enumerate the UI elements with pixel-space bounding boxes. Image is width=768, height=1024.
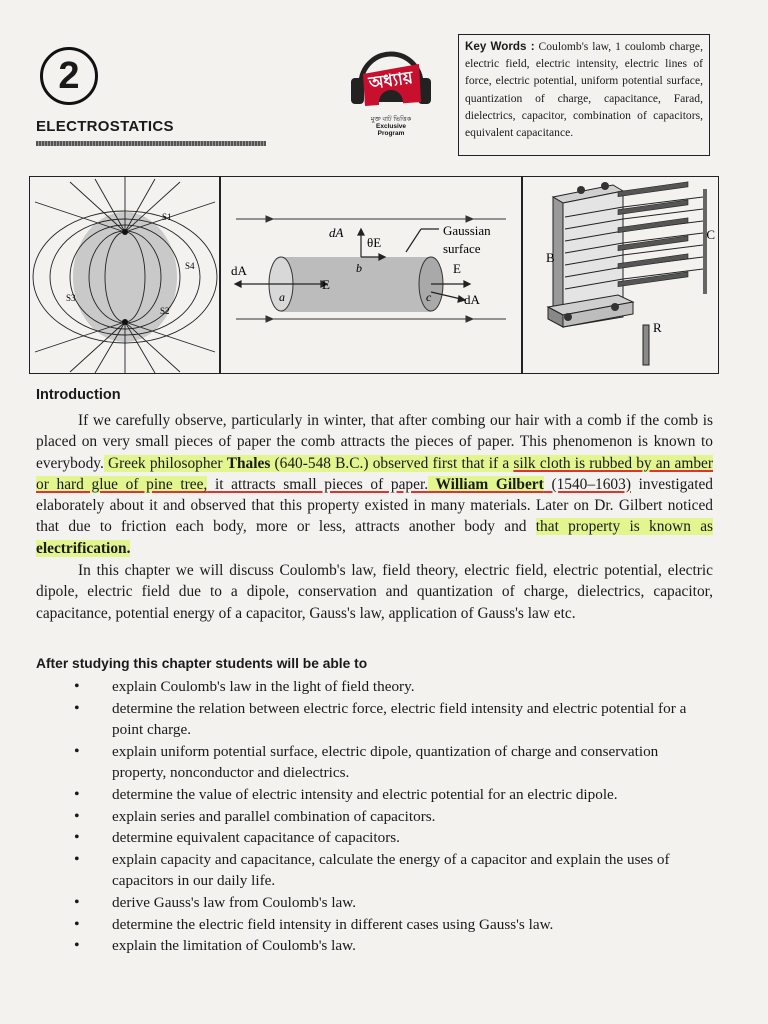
intro-paragraph-2 xyxy=(36,560,713,624)
objectives-heading: After studying this chapter students will be able to xyxy=(36,656,368,671)
intro-p1-a: If we carefully observe, particularly in winter, that after combing our hair with a comb if the comb is placed on very small pieces of paper the comb attracts the pieces of paper. This phenomenon is known to everybody. xyxy=(36,412,713,472)
logo-caption xyxy=(345,60,437,137)
keywords-box xyxy=(458,34,710,156)
label-dA-left: dA xyxy=(231,263,247,278)
label-E-left: E xyxy=(322,277,330,292)
intro-p1-highlight-1 xyxy=(104,455,514,472)
objectives-list xyxy=(36,676,713,957)
intro-p1-ul1: silk cloth is rubbed by an amber or hard glue of pine tree, xyxy=(36,454,713,493)
list-item: • explain uniform potential surface, electric dipole, quantization of charge and conservation property, nonconductor and dielectrics. xyxy=(36,741,713,784)
title-rule xyxy=(36,141,266,146)
label-E-right: E xyxy=(453,261,461,276)
intro-p1-hl2: that property is known as xyxy=(535,518,714,536)
label-b: b xyxy=(356,261,362,275)
list-item: • explain capacity and capacitance, calculate the energy of a capacitor and explain the uses of capacitors in our daily life. xyxy=(36,849,713,892)
logo-sub3: Program xyxy=(377,130,405,137)
list-item: • explain series and parallel combination of capacitors. xyxy=(36,806,713,828)
thales-name: Thales xyxy=(226,454,271,472)
intro-p1-hl1: Greek philosopher xyxy=(103,454,227,472)
label-s3: S3 xyxy=(66,293,76,303)
label-gaussian: Gaussian xyxy=(443,223,491,238)
list-item: • derive Gauss's law from Coulomb's law. xyxy=(36,892,713,914)
list-item: • explain the limitation of Coulomb's law. xyxy=(36,935,713,957)
list-item: • determine equivalent capacitance of capacitors. xyxy=(36,827,713,849)
list-item: • determine the value of electric intensity and electric potential for an electric dipole. xyxy=(36,784,713,806)
keywords-label: Key Words : xyxy=(465,40,535,53)
gilbert-name: William Gilbert xyxy=(428,475,544,493)
list-item: • determine the electric field intensity in different cases using Gauss's law. xyxy=(36,914,713,936)
intro-p1-ul1b: it attracts small pieces of paper. xyxy=(207,475,429,493)
intro-p1-c: investigated elaborately about it and observed that this property existed in many materials. Later on Dr. Gilbert noticed that due to friction each body, more or less, attracts another body and xyxy=(36,475,713,536)
gaussian-cylinder-diagram xyxy=(221,177,521,373)
label-theta-e: θE xyxy=(367,235,382,250)
introduction-heading: Introduction xyxy=(36,387,121,403)
label-s2: S2 xyxy=(160,306,170,316)
chapter-number: 2 xyxy=(40,47,98,105)
label-dA-right: dA xyxy=(464,292,480,307)
intro-p2: In this chapter we will discuss Coulomb's law, field theory, electric field, electric potential, electric dipole, electric field due to a dipole, conservation and quantization of charge, dielectrics, capacitor, capacitance, potential energy of a capacitor, Gauss's law, application of Gauss's law etc. xyxy=(36,562,713,622)
list-item: • determine the relation between electric force, electric field intensity and electric potential for a point charge. xyxy=(36,698,713,741)
list-item: • explain Coulomb's law in the light of field theory. xyxy=(36,676,713,698)
logo-title: অধ্যায় xyxy=(367,68,415,94)
label-R: R xyxy=(653,320,662,335)
label-s4: S4 xyxy=(185,261,195,271)
chapter-title: ELECTROSTATICS xyxy=(36,118,174,135)
figure-panel xyxy=(29,176,719,374)
label-dA-top: dA xyxy=(329,225,344,240)
field-lines-diagram xyxy=(30,177,218,373)
logo-sub1: মুক্ত বাট ভিত্তিক xyxy=(370,116,412,123)
logo-sub2: Exclusive xyxy=(376,123,406,130)
intro-paragraph-1 xyxy=(36,410,713,559)
intro-p1-hl1b: (640-548 B.C.) observed first that if a xyxy=(270,454,514,472)
keywords-text: Coulomb's law, 1 coulomb charge, electric field, electric intensity, electric lines of force, electric potential, uniform potential surface, quantization of charge, capacitance, Farad, dielectrics, capacitor, combination of capacitors, equivalent capacitance. xyxy=(465,40,703,140)
label-s1: S1 xyxy=(162,212,172,222)
label-B: B xyxy=(546,250,555,265)
variable-capacitor-diagram xyxy=(523,177,718,373)
label-c: c xyxy=(426,290,432,304)
label-surface: surface xyxy=(443,241,481,256)
electrification-term: electrification. xyxy=(36,539,131,557)
label-C: C xyxy=(706,227,715,242)
gilbert-years: (1540–1603) xyxy=(543,475,631,493)
label-a: a xyxy=(279,290,285,304)
